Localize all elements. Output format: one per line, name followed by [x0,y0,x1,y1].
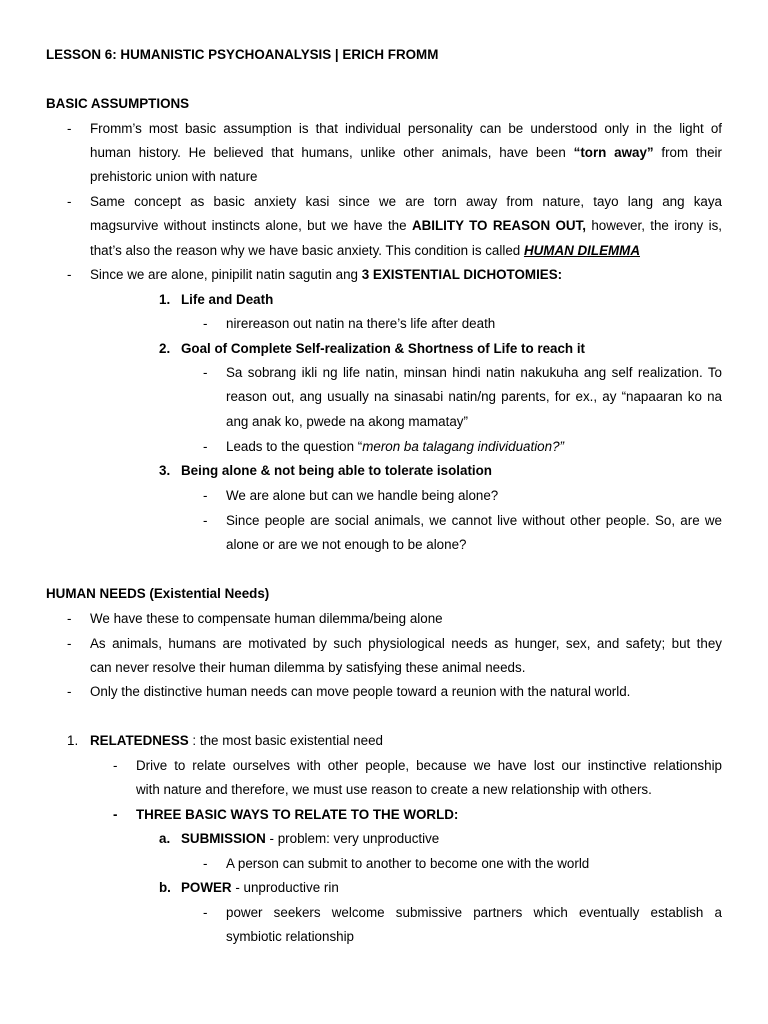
document-title: LESSON 6: HUMANISTIC PSYCHOANALYSIS | ERICH FROMM [46,47,439,62]
list-number: 3. [159,463,171,478]
bullet-dash: - [203,488,208,503]
section-heading-basic-assumptions: BASIC ASSUMPTIONS [46,96,190,111]
paragraph-line: A person can submit to another to become one with the world [226,856,590,871]
bullet-dash: - [113,758,118,773]
bullet-dash: - [203,439,208,454]
bullet-dash: - [67,684,72,699]
need-label-relatedness: RELATEDNESS : the most basic existential need [90,733,383,748]
paragraph-line: alone or are we not enough to be alone? [226,537,467,552]
dichotomy-label: Goal of Complete Self-realization & Shortness of Life to reach it [181,341,586,356]
list-letter: a. [159,831,171,846]
paragraph-line: human history. He believed that humans, unlike other animals, have been “torn away” from their [90,145,722,160]
paragraph-line: Same concept as basic anxiety kasi since we are torn away from nature, tayo lang ang kaya [90,194,722,209]
paragraph-line: nirereason out natin na there’s life after death [226,316,496,331]
section-heading-human-needs: HUMAN NEEDS (Existential Needs) [46,586,270,601]
paragraph-line: Since we are alone, pinipilit natin sagutin ang 3 EXISTENTIAL DICHOTOMIES: [90,267,563,282]
paragraph-line: prehistoric union with nature [90,169,258,184]
paragraph-line: magsurvive without instincts alone, but we have the ABILITY TO REASON OUT, however, the irony is, [90,218,722,233]
paragraph-line: Sa sobrang ikli ng life natin, minsan hindi natin nakukuha ang self realization. To [226,365,722,380]
paragraph-line: Leads to the question “meron ba talagang individuation?” [226,439,564,454]
bullet-dash: - [67,121,72,136]
human-dilemma-term: HUMAN DILEMMA [523,243,640,258]
paragraph-line: Since people are social animals, we cannot live without other people. So, are we [226,513,722,528]
list-number: 1. [67,733,79,748]
paragraph-line: can never resolve their human dilemma by satisfying these animal needs. [90,660,526,675]
list-letter: b. [159,880,171,895]
dichotomy-label: Life and Death [181,292,274,307]
bullet-dash: - [67,267,72,282]
bullet-dash: - [67,194,72,209]
bullet-dash: - [203,856,208,871]
way-label-submission: SUBMISSION - problem: very unproductive [181,831,440,846]
bullet-dash: - [203,905,208,920]
bullet-dash: - [67,636,72,651]
paragraph-line: We have these to compensate human dilemma/being alone [90,611,443,626]
dichotomy-label: Being alone & not being able to tolerate isolation [181,463,492,478]
list-number: 1. [159,292,171,307]
list-number: 2. [159,341,171,356]
bullet-dash: - [203,316,208,331]
paragraph-line: Fromm’s most basic assumption is that individual personality can be understood only in the light of [90,121,722,136]
paragraph-line: that’s also the reason why we have basic anxiety. This condition is called HUMAN DILEMMA [90,243,640,258]
paragraph-line: ang anak ko, pwede na akong mamatay” [226,414,468,429]
paragraph-line: Only the distinctive human needs can move people toward a reunion with the natural world. [90,684,631,699]
paragraph-line: with nature and therefore, we must use reason to create a new relationship with others. [136,782,652,797]
paragraph-line: symbiotic relationship [226,929,355,944]
bullet-dash: - [67,611,72,626]
paragraph-line: Drive to relate ourselves with other people, because we have lost our instinctive relationship [136,758,722,773]
subheading-three-ways: THREE BASIC WAYS TO RELATE TO THE WORLD: [136,807,459,822]
paragraph-line: power seekers welcome submissive partners which eventually establish a [226,905,722,920]
bullet-dash: - [113,807,118,822]
paragraph-line: We are alone but can we handle being alone? [226,488,499,503]
way-label-power: POWER - unproductive rin [181,880,339,895]
paragraph-line: reason out, ang usually na sinasabi natin/ng parents, for ex., ay “napaaran ko na [226,389,722,404]
paragraph-line: As animals, humans are motivated by such physiological needs as hunger, sex, and safety; but they [90,636,722,651]
bullet-dash: - [203,365,208,380]
bullet-dash: - [203,513,208,528]
